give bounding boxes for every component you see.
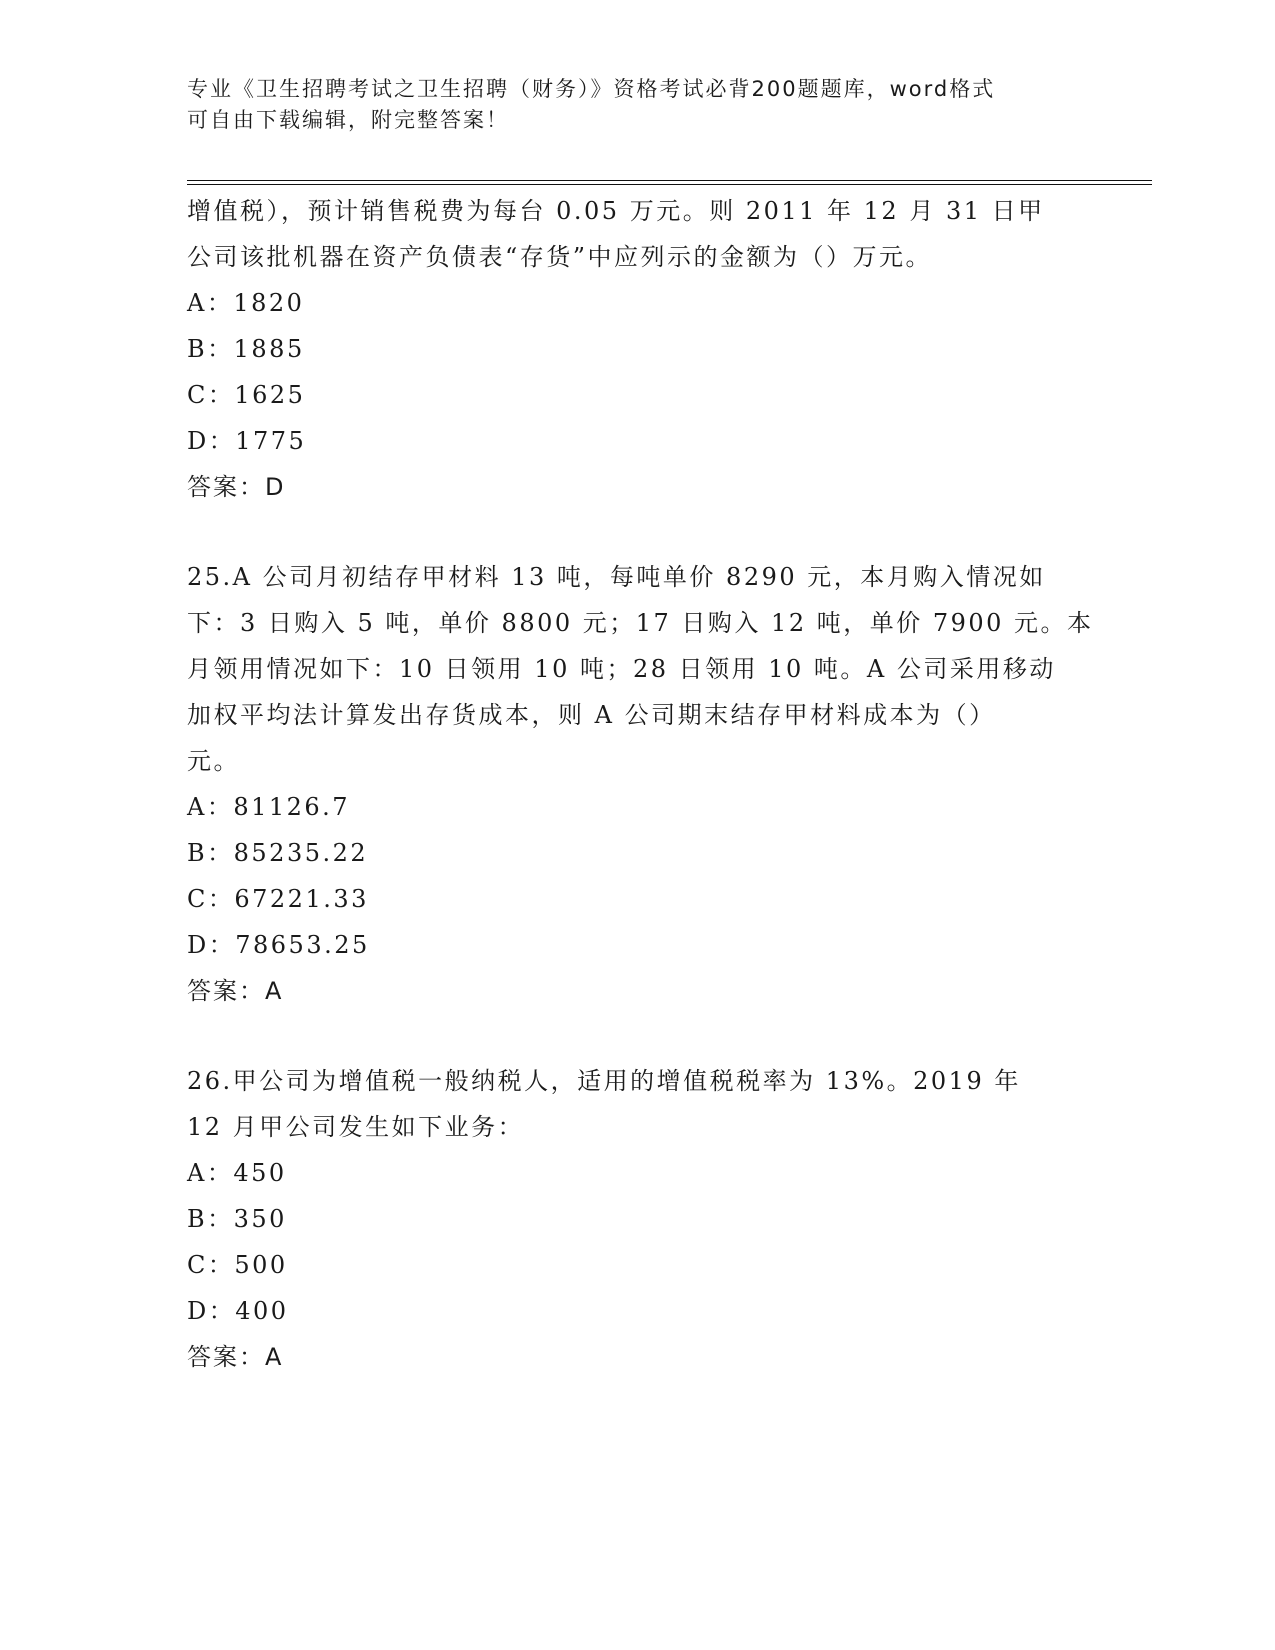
question-text-line: 增值税），预计销售税费为每台 0.05 万元。则 2011 年 12 月 31 日甲 bbox=[187, 197, 1045, 225]
option-c: C：1625 bbox=[187, 381, 306, 409]
answer-line: 答案：A bbox=[187, 977, 284, 1005]
option-b: B：85235.22 bbox=[187, 839, 369, 867]
option-d: D：78653.25 bbox=[187, 931, 370, 959]
question-text-line: 元。 bbox=[187, 747, 240, 775]
question-text-line: 下：3 日购入 5 吨，单价 8800 元；17 日购入 12 吨，单价 7900 元。本 bbox=[187, 609, 1094, 637]
question-text-line: 26.甲公司为增值税一般纳税人，适用的增值税税率为 13%。2019 年 bbox=[187, 1067, 1021, 1095]
option-b: B：1885 bbox=[187, 335, 305, 363]
spacer bbox=[187, 510, 1087, 554]
question-26 bbox=[187, 1058, 1087, 1380]
question-25 bbox=[187, 554, 1094, 1014]
spacer bbox=[187, 1014, 1087, 1058]
option-d: D：1775 bbox=[187, 427, 307, 455]
option-b: B：350 bbox=[187, 1205, 287, 1233]
question-text-line: 月领用情况如下：10 日领用 10 吨；28 日领用 10 吨。A 公司采用移动 bbox=[187, 655, 1056, 683]
header-line-1: 专业《卫生招聘考试之卫生招聘（财务）》资格考试必背200题题库，word格式 bbox=[187, 77, 996, 101]
option-c: C：67221.33 bbox=[187, 885, 369, 913]
option-a: A：450 bbox=[187, 1159, 287, 1187]
document-body bbox=[187, 188, 1094, 1380]
question-text-line: 公司该批机器在资产负债表“存货”中应列示的金额为（）万元。 bbox=[187, 243, 933, 271]
question-continuation bbox=[187, 188, 1087, 510]
question-text-line: 12 月甲公司发生如下业务： bbox=[187, 1113, 525, 1141]
header-line-2: 可自由下载编辑，附完整答案！ bbox=[187, 108, 509, 132]
document-header bbox=[187, 74, 1067, 136]
option-a: A：81126.7 bbox=[187, 793, 351, 821]
header-divider-bottom bbox=[187, 184, 1152, 185]
question-text-line: 加权平均法计算发出存货成本，则 A 公司期末结存甲材料成本为（） bbox=[187, 701, 996, 729]
answer-line: 答案：D bbox=[187, 473, 286, 501]
option-a: A：1820 bbox=[187, 289, 305, 317]
header-divider-top bbox=[187, 180, 1152, 181]
question-text-line: 25.A 公司月初结存甲材料 13 吨，每吨单价 8290 元，本月购入情况如 bbox=[187, 563, 1046, 591]
option-d: D：400 bbox=[187, 1297, 289, 1325]
option-c: C：500 bbox=[187, 1251, 288, 1279]
answer-line: 答案：A bbox=[187, 1343, 284, 1371]
